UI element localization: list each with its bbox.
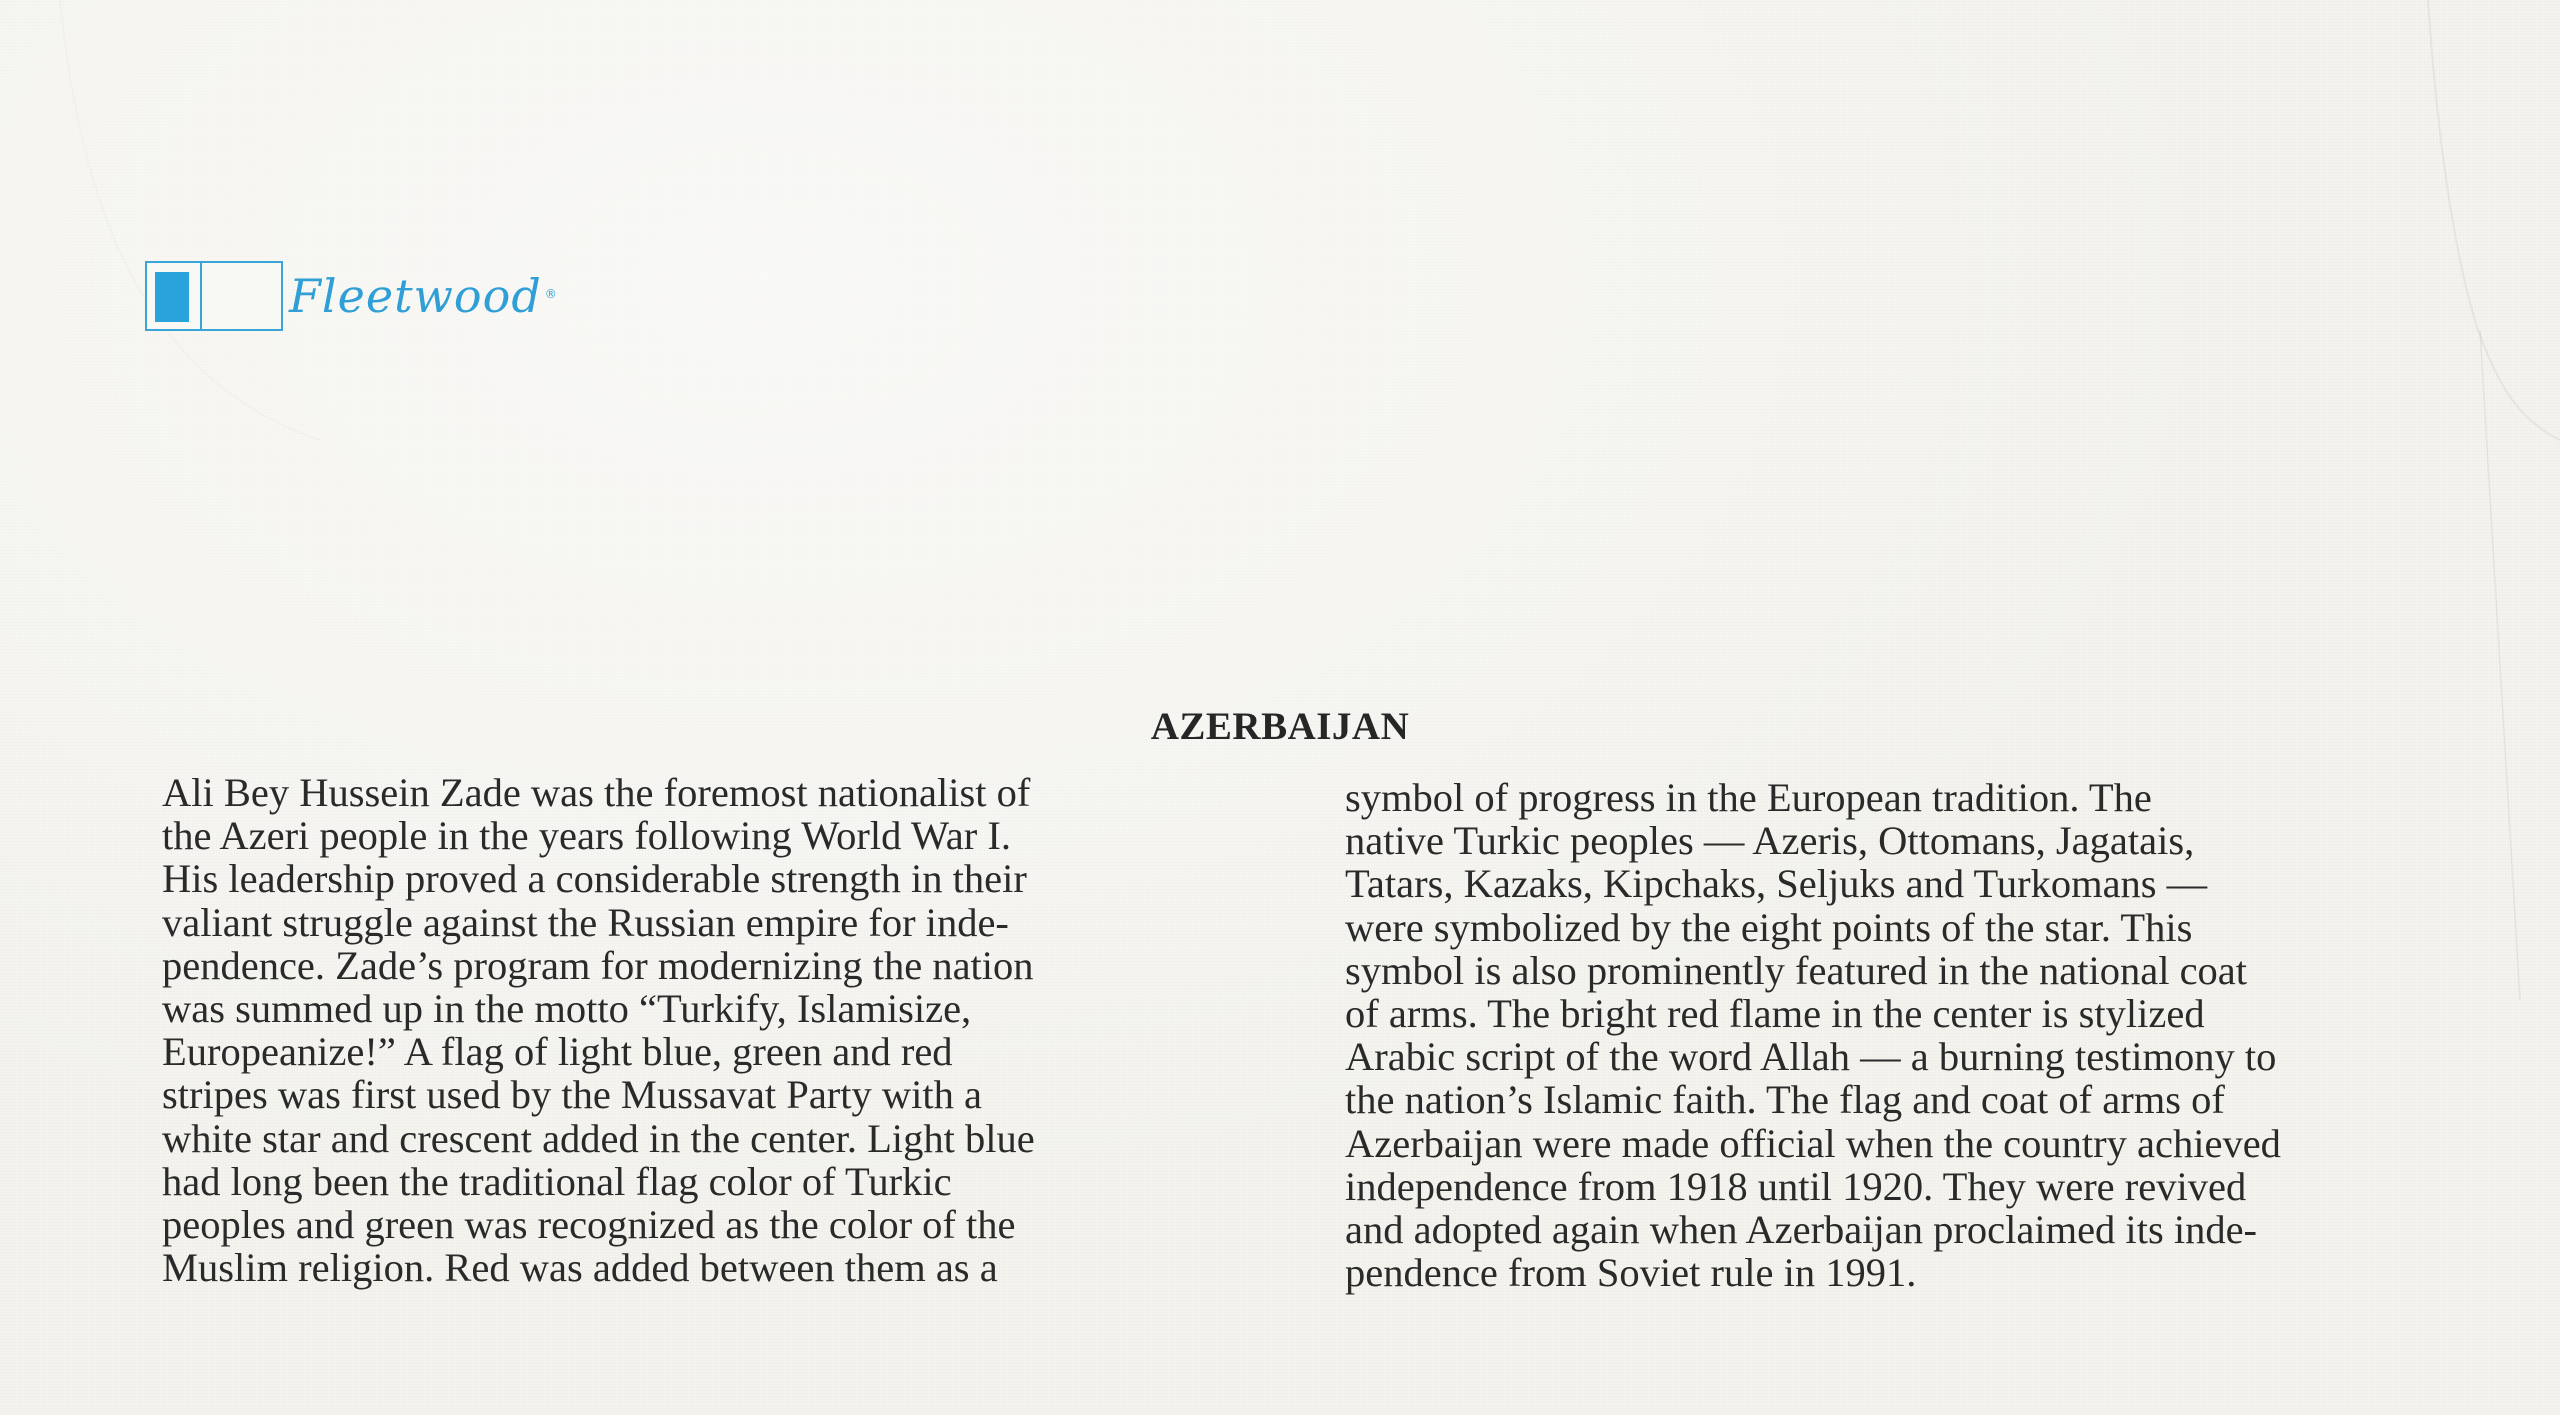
text-line: Ali Bey Hussein Zade was the foremost nationalist of [162,770,1031,815]
text-line: pendence from Soviet rule in 1991. [1345,1250,1917,1296]
text-line: of arms. The bright red flame in the center is stylized [1345,990,2205,1036]
text-line: His leadership proved a considerable strength in their [162,856,1027,902]
text-line: was summed up in the motto “Turkify, Islamisize, [162,985,972,1031]
text-line: the nation’s Islamic faith. The flag and coat of arms of [1345,1077,2225,1123]
text-line: peoples and green was recognized as the color of the [162,1201,1016,1247]
article-column-left [162,771,1220,1289]
text-line: independence from 1918 until 1920. They were revived [1345,1163,2247,1209]
article-column-right [1345,776,2397,1294]
text-line: the Azeri people in the years following World War I. [162,813,1011,859]
text-line: and adopted again when Azerbaijan proclaimed its inde- [1345,1206,2258,1252]
text-line: had long been the traditional flag color of Turkic [162,1158,952,1204]
fleetwood-logo-mark-icon [145,261,283,331]
registered-mark: ® [544,287,557,301]
text-line: Azerbaijan were made official when the country achieved [1345,1120,2281,1166]
text-line: Europeanize!” A flag of light blue, green and red [162,1029,953,1075]
fleetwood-logo-wordmark: Fleetwood [289,269,542,323]
article-title: AZERBAIJAN [1150,705,1410,748]
text-line: white star and crescent added in the center. Light blue [162,1115,1035,1161]
text-line: pendence. Zade’s program for modernizing the nation [162,942,1034,988]
fleetwood-logo [145,261,557,331]
text-line: Tatars, Kazaks, Kipchaks, Seljuks and Turkomans — [1345,861,2208,907]
text-line: were symbolized by the eight points of the star. This [1345,904,2193,950]
text-line: Arabic script of the word Allah — a burning testimony to [1345,1034,2277,1080]
text-line: symbol of progress in the European tradition. The [1345,775,2152,820]
text-line: Muslim religion. Red was added between them as a [162,1245,998,1291]
text-line: symbol is also prominently featured in the national coat [1345,947,2248,993]
text-line: stripes was first used by the Mussavat Party with a [162,1072,983,1118]
text-line: valiant struggle against the Russian empire for inde- [162,899,1009,945]
text-line: native Turkic peoples — Azeris, Ottomans, Jagatais, [1345,818,2195,864]
